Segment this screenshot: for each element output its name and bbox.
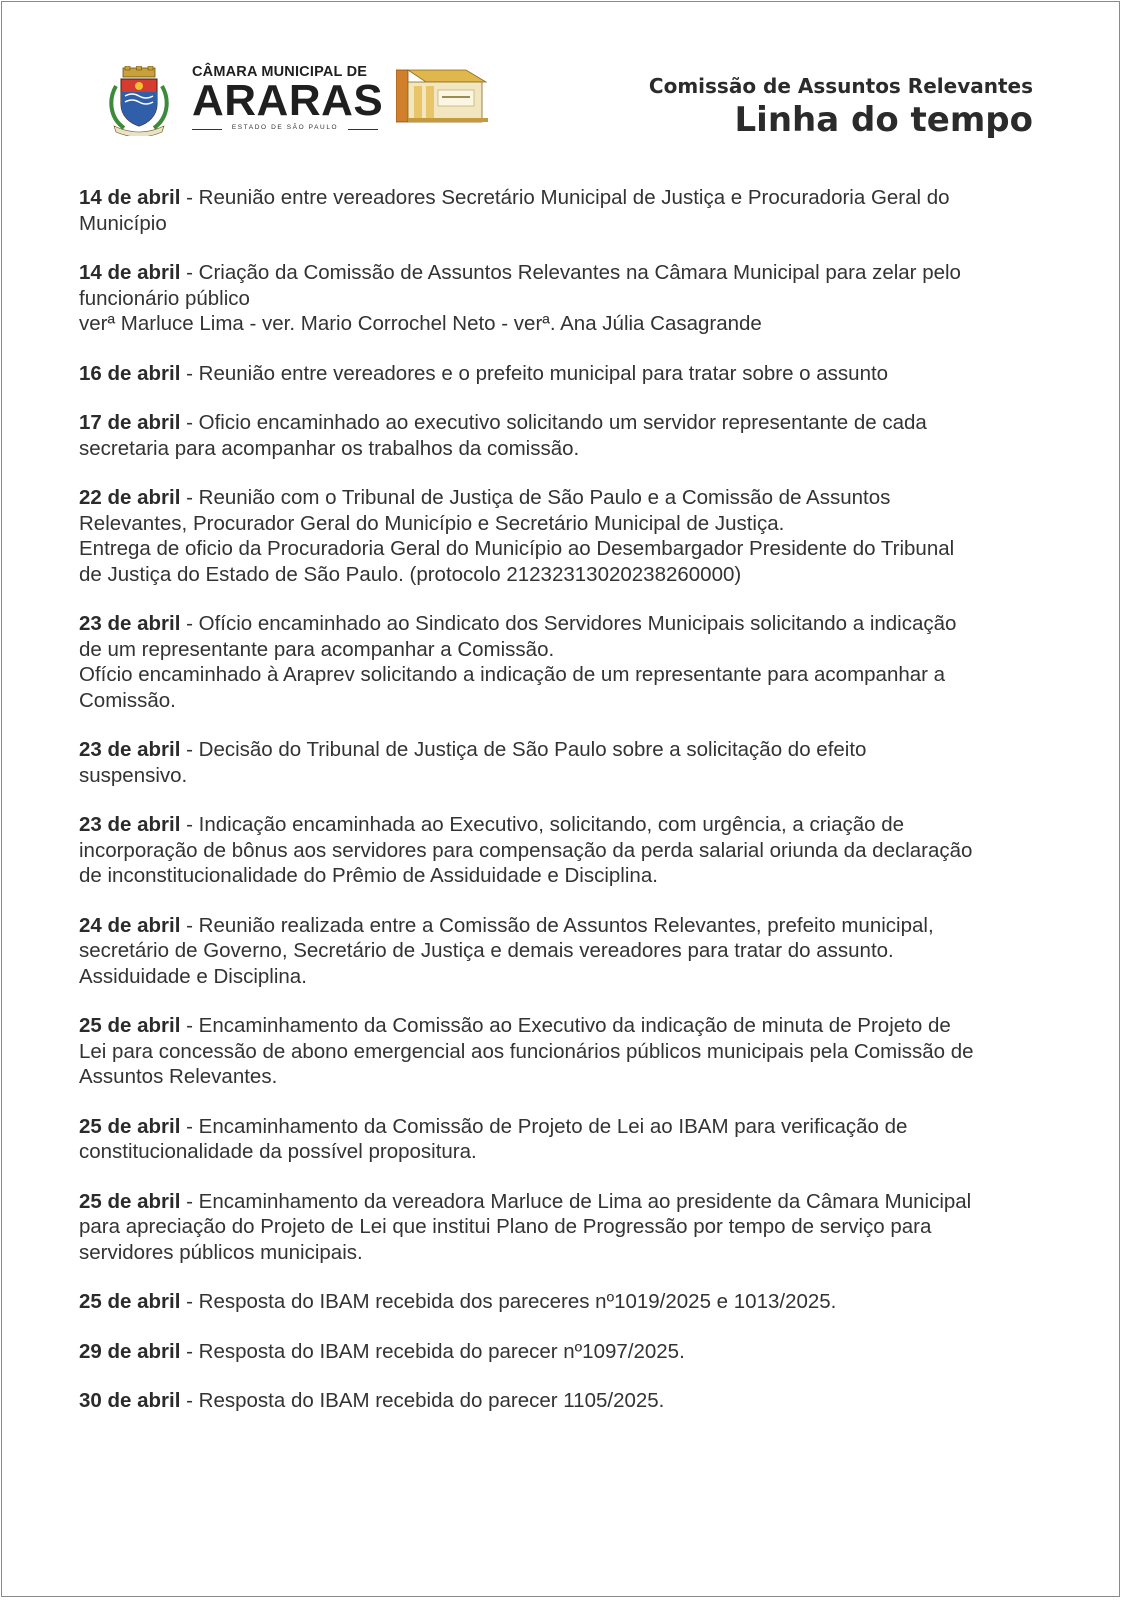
timeline-entry-text: - Resposta do IBAM recebida do parecer 1105/2025.: [180, 1389, 665, 1412]
timeline-entry-line: [79, 1064, 1069, 1090]
timeline-entry-line: [79, 812, 1069, 838]
timeline-entry: [79, 913, 1069, 990]
timeline-entry-line: [79, 1189, 1069, 1215]
timeline-entry-text: funcionário público: [79, 286, 250, 310]
timeline-entry-line: [79, 838, 1069, 864]
timeline-entry-line: [79, 1114, 1069, 1140]
timeline-entry-line: [79, 1339, 1069, 1365]
timeline-list: [79, 185, 1069, 1438]
timeline-entry-line: [79, 536, 1069, 562]
brand-state-line: [192, 124, 378, 134]
timeline-entry-text: Relevantes, Procurador Geral do Município e Secretário Municipal de Justiça.: [79, 511, 785, 535]
timeline-entry-line: [79, 562, 1069, 588]
timeline-entry-line: [79, 688, 1069, 714]
brand-state-text: ESTADO DE SÃO PAULO: [231, 124, 339, 131]
timeline-entry: [79, 1289, 1069, 1315]
page-title: Linha do tempo: [734, 100, 1033, 140]
timeline-entry-line: [79, 185, 1069, 211]
timeline-entry-text: de Justiça do Estado de São Paulo. (protocolo 21232313020238260000): [79, 562, 742, 586]
timeline-entry-line: [79, 637, 1069, 663]
timeline-entry: [79, 485, 1069, 587]
timeline-entry-text: - Reunião entre vereadores e o prefeito municipal para tratar sobre o assunto: [180, 361, 889, 385]
timeline-entry-date: 25 de abril: [79, 1014, 181, 1037]
timeline-entry-line: [79, 662, 1069, 688]
timeline-entry-line: [79, 611, 1069, 637]
timeline-entry: [79, 260, 1069, 337]
timeline-entry-date: 29 de abril: [79, 1339, 181, 1363]
timeline-entry-text: incorporação de bônus aos servidores para compensação da perda salarial oriunda da declaração: [79, 838, 973, 862]
divider-right: [348, 129, 378, 130]
timeline-entry-text: - Reunião realizada entre a Comissão de Assuntos Relevantes, prefeito municipal,: [180, 913, 934, 937]
timeline-entry-text: - Encaminhamento da vereadora Marluce de Lima ao presidente da Câmara Municipal: [180, 1189, 972, 1213]
timeline-entry-line: [79, 1013, 1069, 1039]
timeline-entry-line: [79, 1039, 1069, 1065]
timeline-entry-date: 23 de abril: [79, 612, 181, 635]
timeline-entry-text: constitucionalidade da possível propositura.: [79, 1140, 477, 1163]
timeline-entry-text: suspensivo.: [79, 763, 188, 787]
timeline-entry-line: [79, 361, 1069, 387]
timeline-entry-date: 22 de abril: [79, 486, 181, 509]
timeline-entry: [79, 410, 1069, 461]
timeline-entry-line: [79, 863, 1069, 889]
timeline-entry: [79, 361, 1069, 387]
timeline-entry-text: Entrega de oficio da Procuradoria Geral do Município ao Desembargador Presidente do Tribunal: [79, 537, 955, 560]
timeline-entry-date: 16 de abril: [79, 361, 181, 385]
timeline-entry-date: 25 de abril: [79, 1189, 181, 1213]
chamber-wordmark: [192, 64, 384, 134]
timeline-entry-text: verª Marluce Lima - ver. Mario Corrochel Neto - verª. Ana Júlia Casagrande: [79, 312, 762, 335]
timeline-entry-text: Ofício encaminhado à Araprev solicitando a indicação de um representante para acompanhar a: [79, 663, 946, 686]
timeline-entry-line: [79, 211, 1069, 237]
timeline-entry-line: [79, 1139, 1069, 1165]
timeline-entry-line: [79, 410, 1069, 436]
timeline-entry-text: de um representante para acompanhar a Comissão.: [79, 637, 555, 661]
timeline-entry-date: 14 de abril: [79, 261, 181, 284]
timeline-entry-date: 25 de abril: [79, 1290, 181, 1313]
page-header: [0, 0, 1123, 170]
timeline-entry-text: - Reunião com o Tribunal de Justiça de São Paulo e a Comissão de Assuntos: [180, 486, 891, 509]
timeline-entry-date: 23 de abril: [79, 813, 181, 836]
timeline-entry-line: [79, 913, 1069, 939]
timeline-entry-line: [79, 938, 1069, 964]
timeline-entry-line: [79, 260, 1069, 286]
timeline-entry-text: - Reunião entre vereadores Secretário Municipal de Justiça e Procuradoria Geral do: [180, 186, 950, 209]
timeline-entry-text: - Decisão do Tribunal de Justiça de São Paulo sobre a solicitação do efeito: [180, 738, 867, 761]
timeline-entry-text: servidores públicos municipais.: [79, 1240, 363, 1264]
timeline-entry-text: - Indicação encaminhada ao Executivo, solicitando, com urgência, a criação de: [180, 813, 905, 836]
timeline-entry-text: - Oficio encaminhado ao executivo solicitando um servidor representante de cada: [180, 411, 927, 434]
header-title-block: [649, 74, 1033, 140]
timeline-entry-date: 23 de abril: [79, 738, 181, 761]
timeline-entry: [79, 1114, 1069, 1165]
timeline-entry-text: - Criação da Comissão de Assuntos Relevantes na Câmara Municipal para zelar pelo: [180, 261, 961, 284]
timeline-entry-date: 30 de abril: [79, 1389, 181, 1412]
timeline-entry-line: [79, 286, 1069, 312]
timeline-entry: [79, 1339, 1069, 1365]
timeline-entry-text: Assiduidade e Disciplina.: [79, 964, 307, 988]
brand-city-name: ARARAS: [192, 76, 384, 125]
timeline-entry-text: Comissão.: [79, 688, 176, 712]
timeline-entry-line: [79, 763, 1069, 789]
timeline-entry: [79, 737, 1069, 788]
timeline-entry-line: [79, 436, 1069, 462]
timeline-entry: [79, 812, 1069, 889]
timeline-entry-text: - Ofício encaminhado ao Sindicato dos Servidores Municipais solicitando a indicação: [180, 612, 957, 635]
timeline-entry-date: 25 de abril: [79, 1114, 181, 1138]
timeline-entry-text: Lei para concessão de abono emergencial aos funcionários públicos municipais pela Comissão de: [79, 1039, 974, 1063]
timeline-entry-text: - Resposta do IBAM recebida dos pareceres nº1019/2025 e 1013/2025.: [180, 1290, 837, 1313]
timeline-entry: [79, 1388, 1069, 1414]
timeline-entry-line: [79, 1289, 1069, 1315]
timeline-entry-line: [79, 1240, 1069, 1266]
timeline-entry: [79, 185, 1069, 236]
committee-subtitle: Comissão de Assuntos Relevantes: [648, 74, 1033, 98]
timeline-entry-text: Município: [79, 211, 167, 235]
timeline-entry-text: - Encaminhamento da Comissão ao Executivo da indicação de minuta de Projeto de: [180, 1014, 951, 1037]
timeline-entry-line: [79, 311, 1069, 337]
timeline-entry-line: [79, 737, 1069, 763]
timeline-entry-line: [79, 1214, 1069, 1240]
timeline-entry-text: para apreciação do Projeto de Lei que institui Plano de Progressão por tempo de serviço para: [79, 1215, 932, 1238]
timeline-entry-line: [79, 485, 1069, 511]
timeline-entry: [79, 1189, 1069, 1266]
timeline-entry-line: [79, 1388, 1069, 1414]
timeline-entry: [79, 1013, 1069, 1090]
timeline-entry-text: - Encaminhamento da Comissão de Projeto de Lei ao IBAM para verificação de: [180, 1114, 908, 1138]
timeline-entry-date: 24 de abril: [79, 913, 181, 937]
timeline-entry-text: secretário de Governo, Secretário de Justiça e demais vereadores para tratar do assunto.: [79, 939, 894, 962]
timeline-entry-text: secretaria para acompanhar os trabalhos da comissão.: [79, 436, 580, 460]
chamber-building-logo-icon: [396, 68, 492, 124]
timeline-entry-date: 17 de abril: [79, 411, 181, 434]
timeline-entry: [79, 611, 1069, 713]
municipal-coat-of-arms-icon: [108, 66, 170, 136]
timeline-entry-date: 14 de abril: [79, 186, 181, 209]
timeline-entry-line: [79, 964, 1069, 990]
timeline-entry-text: de inconstitucionalidade do Prêmio de Assiduidade e Disciplina.: [79, 864, 658, 887]
timeline-entry-text: - Resposta do IBAM recebida do parecer nº1097/2025.: [180, 1339, 685, 1363]
timeline-entry-text: Assuntos Relevantes.: [79, 1065, 278, 1088]
timeline-entry-line: [79, 511, 1069, 537]
brand-top-text: CÂMARA MUNICIPAL DE: [192, 64, 368, 80]
